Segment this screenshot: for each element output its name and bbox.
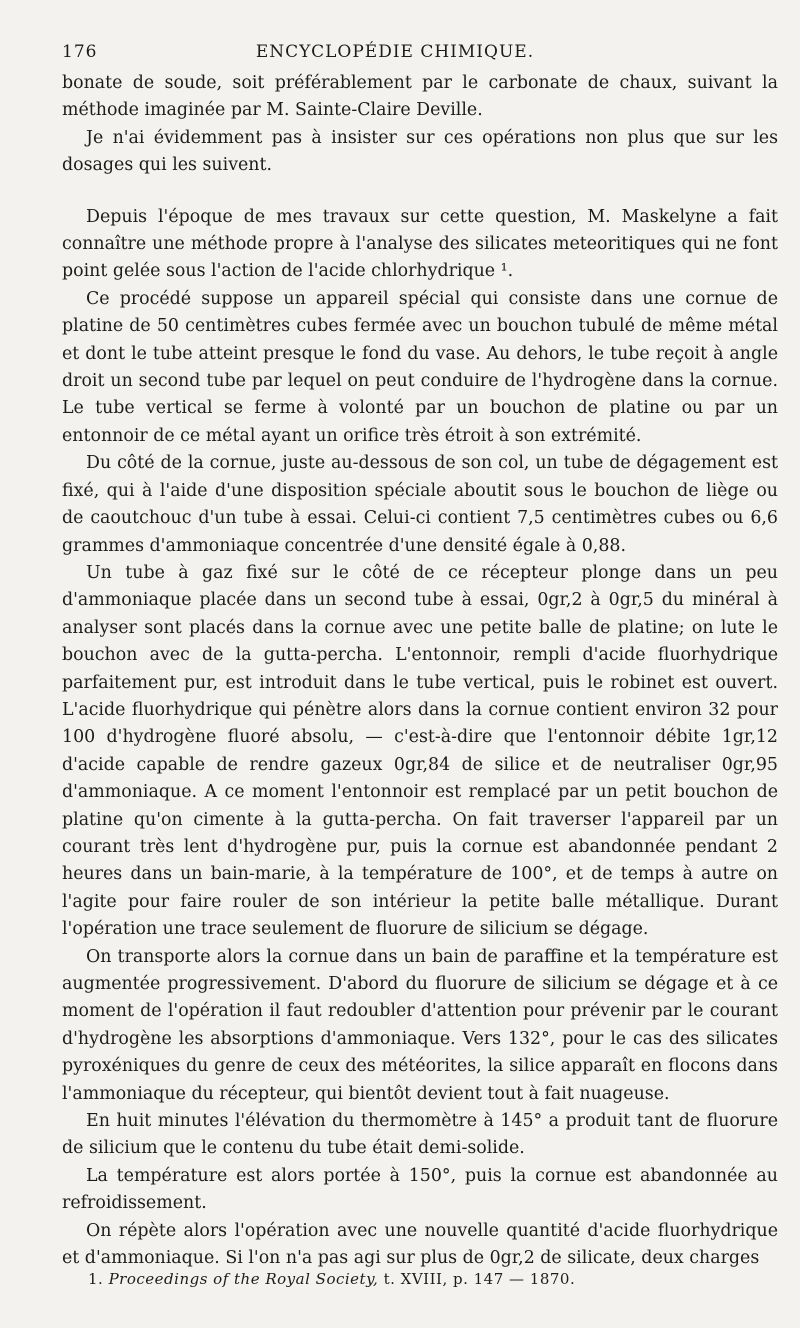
page-number: 176 xyxy=(62,42,98,62)
paragraph: On transporte alors la cornue dans un bain de paraffine et la température est augmentée progressivement. D'abord du fluorure de silicium se dégage et à ce moment de l'opération il faut redoubler d'attention pour prévenir par le courant d'hydrogène les absorptions d'ammoniaque. Vers 132°, pour le cas des silicates pyroxéniques du genre de ceux des météorites, la silice apparaît en flocons dans l'ammoniaque du récepteur, qui bientôt devient tout à fait nuageuse. xyxy=(62,946,778,1104)
paragraph: On répète alors l'opération avec une nouvelle quantité d'acide fluorhydrique et d'ammoniaque. Si l'on n'a pas agi sur plus de 0gr,2 de silicate, deux charges xyxy=(62,1220,778,1269)
paragraph: Depuis l'époque de mes travaux sur cette question, M. Maskelyne a fait connaître une méthode propre à l'analyse des silicates meteoritiques qui ne font point gelée sous l'action de l'acide chlorhydrique ¹. xyxy=(62,206,778,282)
footnote-source: Proceedings of the Royal Society, xyxy=(108,1270,379,1288)
paragraph: bonate de soude, soit préférablement par le carbonate de chaux, suivant la méthode imaginée par M. Sainte-Claire Deville. xyxy=(62,73,778,121)
running-title: ENCYCLOPÉDIE CHIMIQUE. xyxy=(255,42,535,62)
paragraph: Ce procédé suppose un appareil spécial qui consiste dans une cornue de platine de 50 centimètres cubes fermée avec un bouchon tubulé de même métal et dont le tube atteint presque le fond du vase. Au dehors, le tube reçoit à angle droit un second tube par lequel on peut conduire de l'hydrogène dans la cornue. Le tube vertical se ferme à volonté par un bouchon de platine ou par un entonnoir de ce métal ayant un orifice très étroit à son extrémité. xyxy=(62,288,778,446)
paragraph: Un tube à gaz fixé sur le côté de ce récepteur plonge dans un peu d'ammoniaque placée dans un second tube à essai, 0gr,2 à 0gr,5 du minéral à analyser sont placés dans la cornue avec une petite balle de platine; on lute le bouchon avec de la gutta-percha. L'entonnoir, rempli d'acide fluorhydrique parfaitement pur, est introduit dans le tube vertical, puis le robinet est ouvert. L'acide fluorhydrique qui pénètre alors dans la cornue contient environ 32 pour 100 d'hydrogène fluoré absolu, — c'est-à-dire que l'entonnoir débite 1gr,12 d'acide capable de rendre gazeux 0gr,84 de silice et de neutraliser 0gr,95 d'ammoniaque. A ce moment l'entonnoir est remplacé par un petit bouchon de platine qu'on cimente à la gutta-percha. On fait traverser l'appareil par un courant très lent d'hydrogène pur, puis la cornue est abandonnée pendant 2 heures dans un bain-marie, à la température de 100°, et de temps à autre on l'agite pour faire rouler de son intérieur la petite balle métallique. Durant l'opération une trace seulement de fluorure de silicium se dégage. xyxy=(62,562,778,940)
page-body xyxy=(62,70,778,1272)
footnote-marker: 1. xyxy=(88,1270,104,1288)
paragraph: La température est alors portée à 150°, puis la cornue est abandonnée au refroidissement. xyxy=(62,1165,778,1214)
page-header xyxy=(62,42,778,62)
footnote-reference: t. XVIII, p. 147 — 1870. xyxy=(383,1270,576,1288)
paragraph: Du côté de la cornue, juste au-dessous de son col, un tube de dégagement est fixé, qui à l'aide d'une disposition spéciale aboutit sous le bouchon de liège ou de caoutchouc d'un tube à essai. Celui-ci contient 7,5 centimètres cubes ou 6,6 grammes d'ammoniaque concentrée d'une densité égale à 0,88. xyxy=(62,453,778,556)
paragraph: Je n'ai évidemment pas à insister sur ces opérations non plus que sur les dosages qui les suivent. xyxy=(62,127,778,176)
footnote xyxy=(88,1270,575,1288)
paragraph: En huit minutes l'élévation du thermomètre à 145° a produit tant de fluorure de silicium que le contenu du tube était demi-solide. xyxy=(62,1111,778,1159)
